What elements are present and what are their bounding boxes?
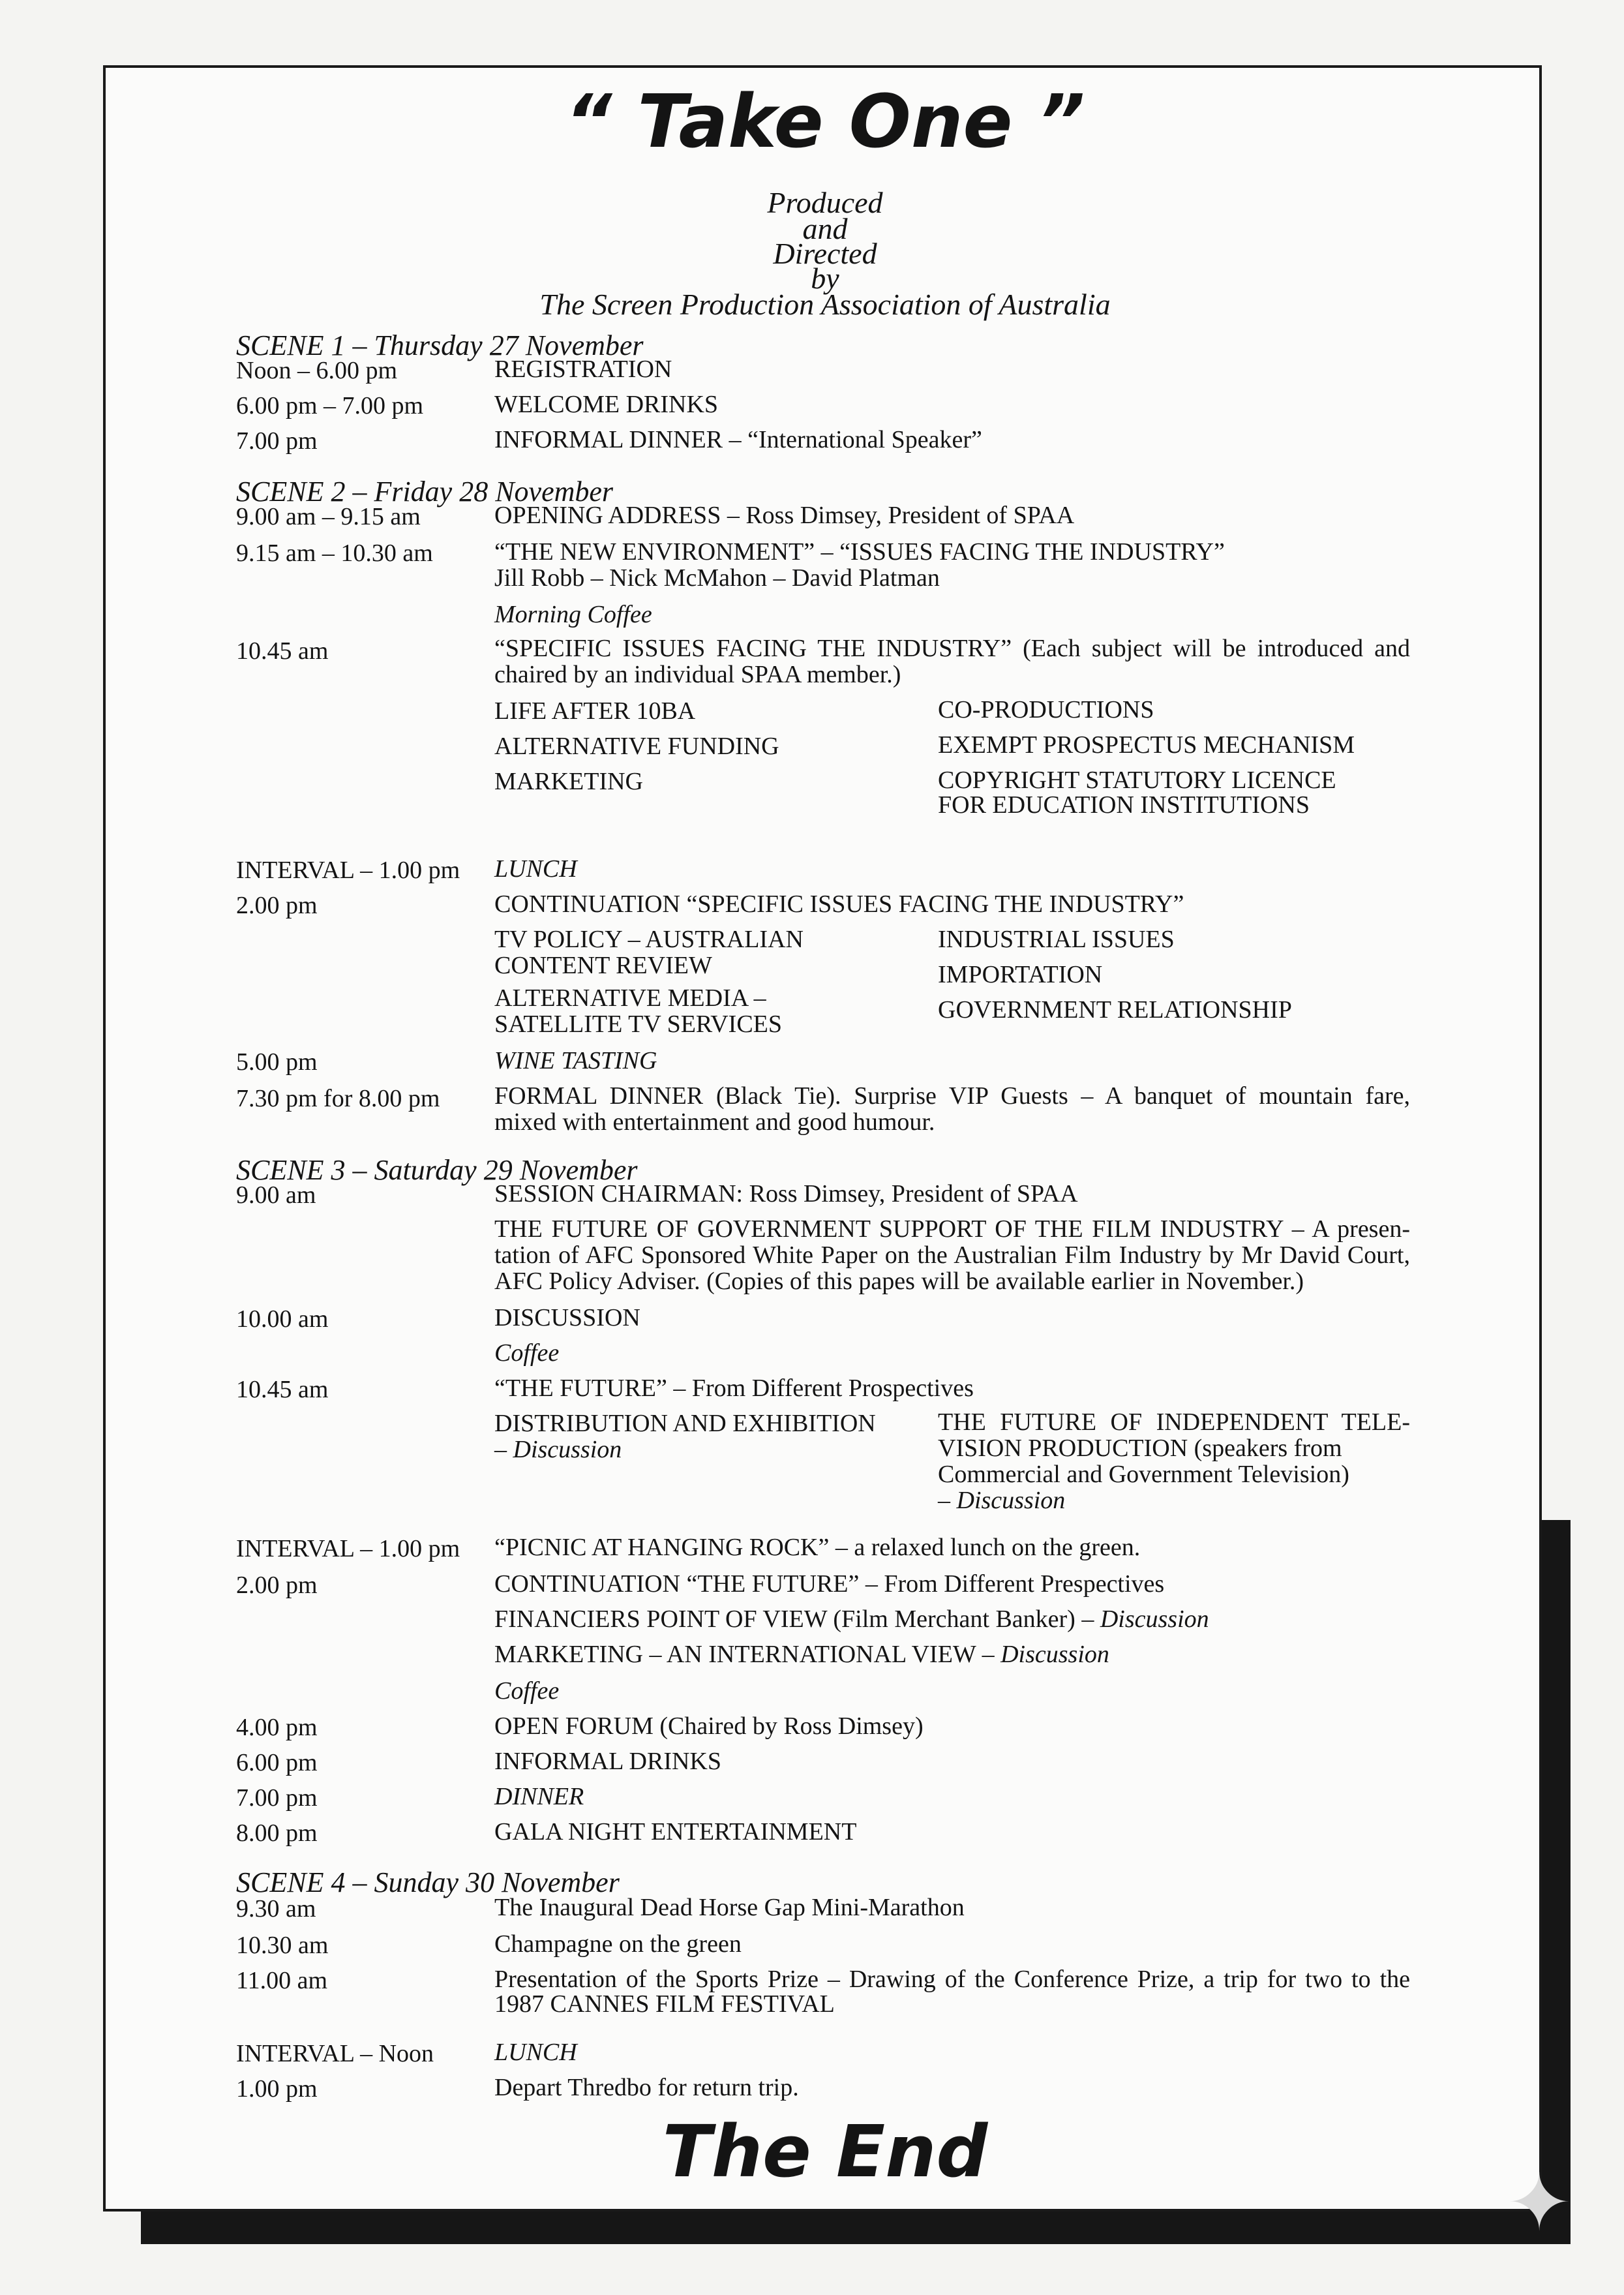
- topic-item: INDUSTRIAL ISSUES: [938, 926, 1175, 953]
- schedule-time: 10.45 am: [236, 637, 329, 665]
- schedule-entry-cont: tation of AFC Sponsored White Paper on the Australian Film Industry by Mr David Court,: [494, 1241, 1410, 1269]
- schedule-entry: GALA NIGHT ENTERTAINMENT: [494, 1818, 857, 1846]
- discussion-note: Discussion: [1000, 1641, 1109, 1668]
- schedule-entry: OPENING ADDRESS – Ross Dimsey, President of SPAA: [494, 502, 1075, 529]
- schedule-entry-cont: AFC Policy Adviser. (Copies of this papes will be available earlier in November.): [494, 1268, 1304, 1295]
- corner-sparkle-icon: ✦: [1506, 2158, 1572, 2249]
- schedule-entry-text: FINANCIERS POINT OF VIEW (Film Merchant Banker) –: [494, 1605, 1094, 1633]
- schedule-time: 2.00 pm: [236, 1572, 318, 1599]
- topic-item: TV POLICY – AUSTRALIAN: [494, 926, 804, 953]
- topic-item-cont: Commercial and Government Television): [938, 1461, 1349, 1488]
- schedule-time: 4.00 pm: [236, 1714, 318, 1741]
- schedule-entry-cont: 1987 CANNES FILM FESTIVAL: [494, 1990, 835, 2018]
- schedule-time: 2.00 pm: [236, 892, 318, 919]
- schedule-entry-italic: DINNER: [494, 1783, 584, 1810]
- topic-item: IMPORTATION: [938, 961, 1103, 988]
- schedule-entry: Presentation of the Sports Prize – Drawing of the Conference Prize, a trip for two to the: [494, 1966, 1410, 1993]
- schedule-entry: The Inaugural Dead Horse Gap Mini-Marathon: [494, 1894, 965, 1921]
- discussion-note: – Discussion: [494, 1436, 622, 1463]
- schedule-entry: “PICNIC AT HANGING ROCK” – a relaxed lunch on the green.: [494, 1534, 1141, 1561]
- footer-the-end: The End: [662, 2110, 988, 2193]
- topic-item: THE FUTURE OF INDEPENDENT TELE-: [938, 1408, 1410, 1436]
- schedule-entry: OPEN FORUM (Chaired by Ross Dimsey): [494, 1712, 924, 1740]
- schedule-time: 11.00 am: [236, 1967, 328, 1994]
- schedule-entry: “THE NEW ENVIRONMENT” – “ISSUES FACING THE INDUSTRY”: [494, 538, 1225, 566]
- topic-item: COPYRIGHT STATUTORY LICENCE: [938, 767, 1336, 794]
- produced-line: Produced: [767, 186, 883, 219]
- program-page: [103, 65, 1542, 2211]
- schedule-time: INTERVAL – 1.00 pm: [236, 1535, 460, 1562]
- schedule-time: 7.00 pm: [236, 1784, 318, 1812]
- by-line: by: [811, 262, 839, 295]
- topic-item: ALTERNATIVE MEDIA –: [494, 984, 766, 1012]
- schedule-time: 7.00 pm: [236, 427, 318, 455]
- schedule-entry: INFORMAL DINNER – “International Speaker”: [494, 426, 982, 453]
- schedule-entry: DISCUSSION: [494, 1304, 640, 1331]
- schedule-entry: THE FUTURE OF GOVERNMENT SUPPORT OF THE FILM INDUSTRY – A presen-: [494, 1215, 1410, 1243]
- schedule-entry: “THE FUTURE” – From Different Prospectives: [494, 1375, 974, 1402]
- schedule-entry: CONTINUATION “THE FUTURE” – From Different Prespectives: [494, 1570, 1165, 1598]
- schedule-entry-text: MARKETING – AN INTERNATIONAL VIEW –: [494, 1641, 995, 1668]
- schedule-entry-italic: LUNCH: [494, 855, 577, 883]
- scene-1-heading: SCENE 1 – Thursday 27 November: [236, 329, 644, 361]
- schedule-entry: [494, 1605, 1209, 1634]
- schedule-time: 6.00 pm: [236, 1749, 318, 1776]
- schedule-entry: “SPECIFIC ISSUES FACING THE INDUSTRY” (Each subject will be introduced and: [494, 635, 1410, 662]
- schedule-entry: Depart Thredbo for return trip.: [494, 2074, 799, 2101]
- schedule-entry-italic: Coffee: [494, 1677, 560, 1705]
- schedule-time: 10.45 am: [236, 1376, 329, 1403]
- schedule-entry: INFORMAL DRINKS: [494, 1748, 722, 1775]
- discussion-note: Discussion: [1100, 1605, 1209, 1633]
- and-line: and: [802, 212, 848, 245]
- schedule-time: 7.30 pm for 8.00 pm: [236, 1085, 440, 1112]
- schedule-entry: WELCOME DRINKS: [494, 391, 719, 418]
- schedule-time: 10.30 am: [236, 1932, 329, 1959]
- schedule-entry-italic: WINE TASTING: [494, 1047, 657, 1074]
- schedule-time: 9.00 am: [236, 1181, 316, 1209]
- topic-item-cont: FOR EDUCATION INSTITUTIONS: [938, 791, 1310, 819]
- schedule-time: Noon – 6.00 pm: [236, 357, 397, 384]
- schedule-entry-cont: chaired by an individual SPAA member.): [494, 661, 901, 688]
- topic-item: LIFE AFTER 10BA: [494, 697, 696, 725]
- schedule-time: 1.00 pm: [236, 2075, 318, 2103]
- topic-item-cont: VISION PRODUCTION (speakers from: [938, 1435, 1342, 1462]
- schedule-time: 5.00 pm: [236, 1048, 318, 1076]
- scene-3-heading: SCENE 3 – Saturday 29 November: [236, 1154, 638, 1186]
- topic-item: GOVERNMENT RELATIONSHIP: [938, 996, 1292, 1024]
- schedule-time: 9.30 am: [236, 1895, 316, 1923]
- schedule-entry: CONTINUATION “SPECIFIC ISSUES FACING THE INDUSTRY”: [494, 890, 1184, 918]
- schedule-entry-cont: mixed with entertainment and good humour.: [494, 1108, 935, 1136]
- schedule-entry: [494, 1640, 1109, 1669]
- directed-line: Directed: [773, 237, 877, 270]
- topic-item: EXEMPT PROSPECTUS MECHANISM: [938, 731, 1355, 759]
- topic-item-cont: SATELLITE TV SERVICES: [494, 1011, 783, 1038]
- topic-item: DISTRIBUTION AND EXHIBITION: [494, 1410, 876, 1437]
- schedule-entry: SESSION CHAIRMAN: Ross Dimsey, President of SPAA: [494, 1180, 1078, 1208]
- topic-item: CO-PRODUCTIONS: [938, 696, 1154, 723]
- topic-item: ALTERNATIVE FUNDING: [494, 733, 779, 760]
- producer-name: The Screen Production Association of Australia: [539, 288, 1111, 321]
- schedule-time: 10.00 am: [236, 1305, 329, 1333]
- schedule-time: 8.00 pm: [236, 1819, 318, 1847]
- schedule-entry-italic: Coffee: [494, 1339, 560, 1367]
- schedule-entry: REGISTRATION: [494, 356, 672, 383]
- schedule-entry: Champagne on the green: [494, 1930, 742, 1958]
- speakers-line: Jill Robb – Nick McMahon – David Platman: [494, 564, 940, 592]
- schedule-time: 9.15 am – 10.30 am: [236, 540, 433, 567]
- schedule-time: 9.00 am – 9.15 am: [236, 503, 421, 530]
- schedule-entry: FORMAL DINNER (Black Tie). Surprise VIP Guests – A banquet of mountain fare,: [494, 1082, 1410, 1110]
- topic-item: MARKETING: [494, 768, 643, 795]
- schedule-time: INTERVAL – 1.00 pm: [236, 857, 460, 884]
- scene-2-heading: SCENE 2 – Friday 28 November: [236, 476, 614, 508]
- schedule-time: 6.00 pm – 7.00 pm: [236, 392, 424, 419]
- schedule-time: INTERVAL – Noon: [236, 2040, 434, 2067]
- schedule-entry-italic: LUNCH: [494, 2039, 577, 2066]
- scene-4-heading: SCENE 4 – Sunday 30 November: [236, 1866, 620, 1898]
- topic-item-cont: CONTENT REVIEW: [494, 952, 712, 979]
- program-title: “ Take One ”: [565, 80, 1085, 164]
- discussion-note: – Discussion: [938, 1487, 1066, 1514]
- schedule-entry-italic: Morning Coffee: [494, 601, 652, 628]
